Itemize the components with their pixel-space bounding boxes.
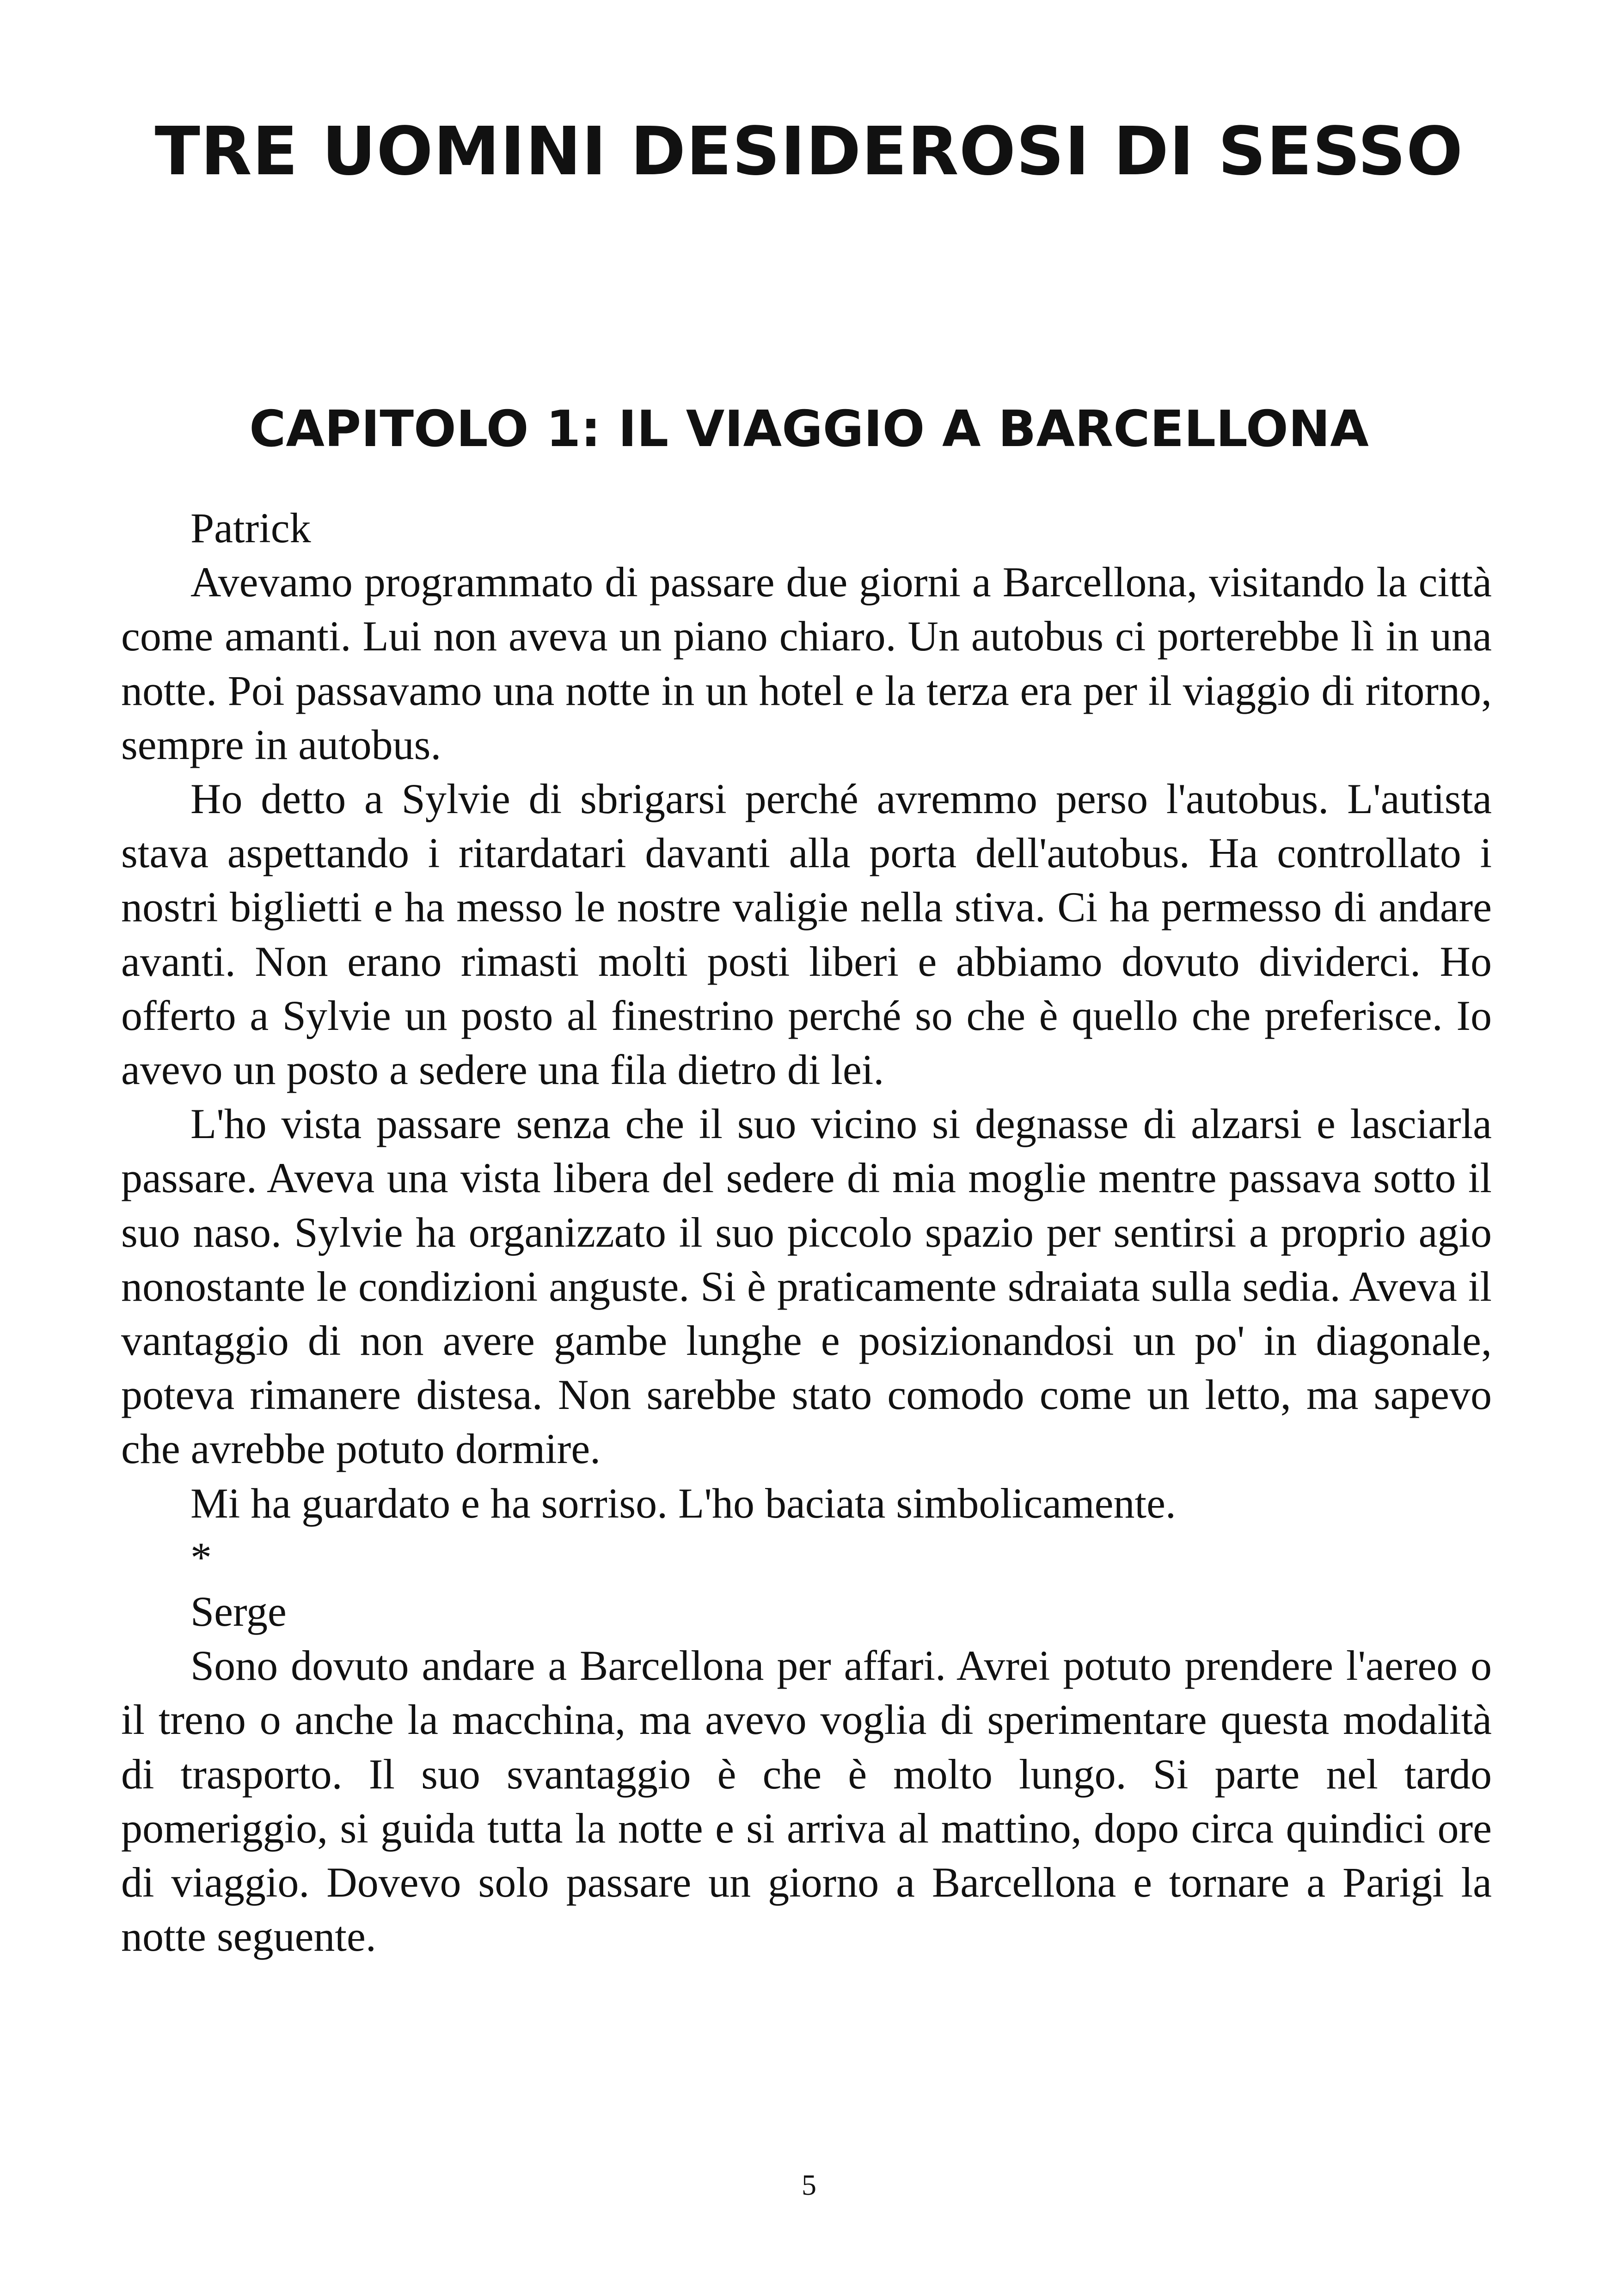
page-number: 5 xyxy=(802,2168,816,2201)
section-separator: * xyxy=(190,1533,212,1581)
speaker-label-serge: Serge xyxy=(190,1588,287,1635)
paragraph: L'ho vista passare senza che il suo vicino si degnasse di alzarsi e lasciarla passare. Aveva una vista libera del sedere di mia moglie mentre passava sotto il suo naso. Sylvie ha organizzato il suo piccolo spazio per sentirsi a proprio agio nonostante le condizioni anguste. Si è praticamente sdraiata sulla sedia. Aveva il vantaggio di non avere gambe lunghe e posizionandosi un po' in diagonale, poteva rimanere distesa. Non sarebbe stato comodo come un letto, ma sapevo che avrebbe potuto dormire. xyxy=(121,1100,1492,1473)
speaker-label-patrick: Patrick xyxy=(190,504,311,551)
paragraph: Mi ha guardato e ha sorriso. L'ho baciata simbolicamente. xyxy=(190,1479,1176,1527)
paragraph: Avevamo programmato di passare due giorni a Barcellona, visitando la città come amanti. Lui non aveva un piano chiaro. Un autobus ci porterebbe lì in una notte. Poi passavamo una notte in un hotel e la terza era per il viaggio di ritorno, sempre in autobus. xyxy=(121,558,1492,768)
chapter-title: CAPITOLO 1: IL VIAGGIO A BARCELLONA xyxy=(249,400,1369,458)
paragraph: Sono dovuto andare a Barcellona per affari. Avrei potuto prendere l'aereo o il treno o anche la macchina, ma avevo voglia di sperimentare questa modalità di trasporto. Il suo svantaggio è che è molto lungo. Si parte nel tardo pomeriggio, si guida tutta la notte e si arriva al mattino, dopo circa quindici ore di viaggio. Dovevo solo passare un giorno a Barcellona e tornare a Parigi la notte seguente. xyxy=(121,1642,1492,1960)
book-title: TRE UOMINI DESIDEROSI DI SESSO xyxy=(154,112,1464,190)
paragraph: Ho detto a Sylvie di sbrigarsi perché avremmo perso l'autobus. L'autista stava aspettando i ritardatari davanti alla porta dell'autobus. Ha controllato i nostri biglietti e ha messo le nostre valigie nella stiva. Ci ha permesso di andare avanti. Non erano rimasti molti posti liberi e abbiamo dovuto dividerci. Ho offerto a Sylvie un posto al finestrino perché so che è quello che preferisce. Io avevo un posto a sedere una fila dietro di lei. xyxy=(121,775,1492,1094)
chapter-body xyxy=(121,501,1492,1964)
